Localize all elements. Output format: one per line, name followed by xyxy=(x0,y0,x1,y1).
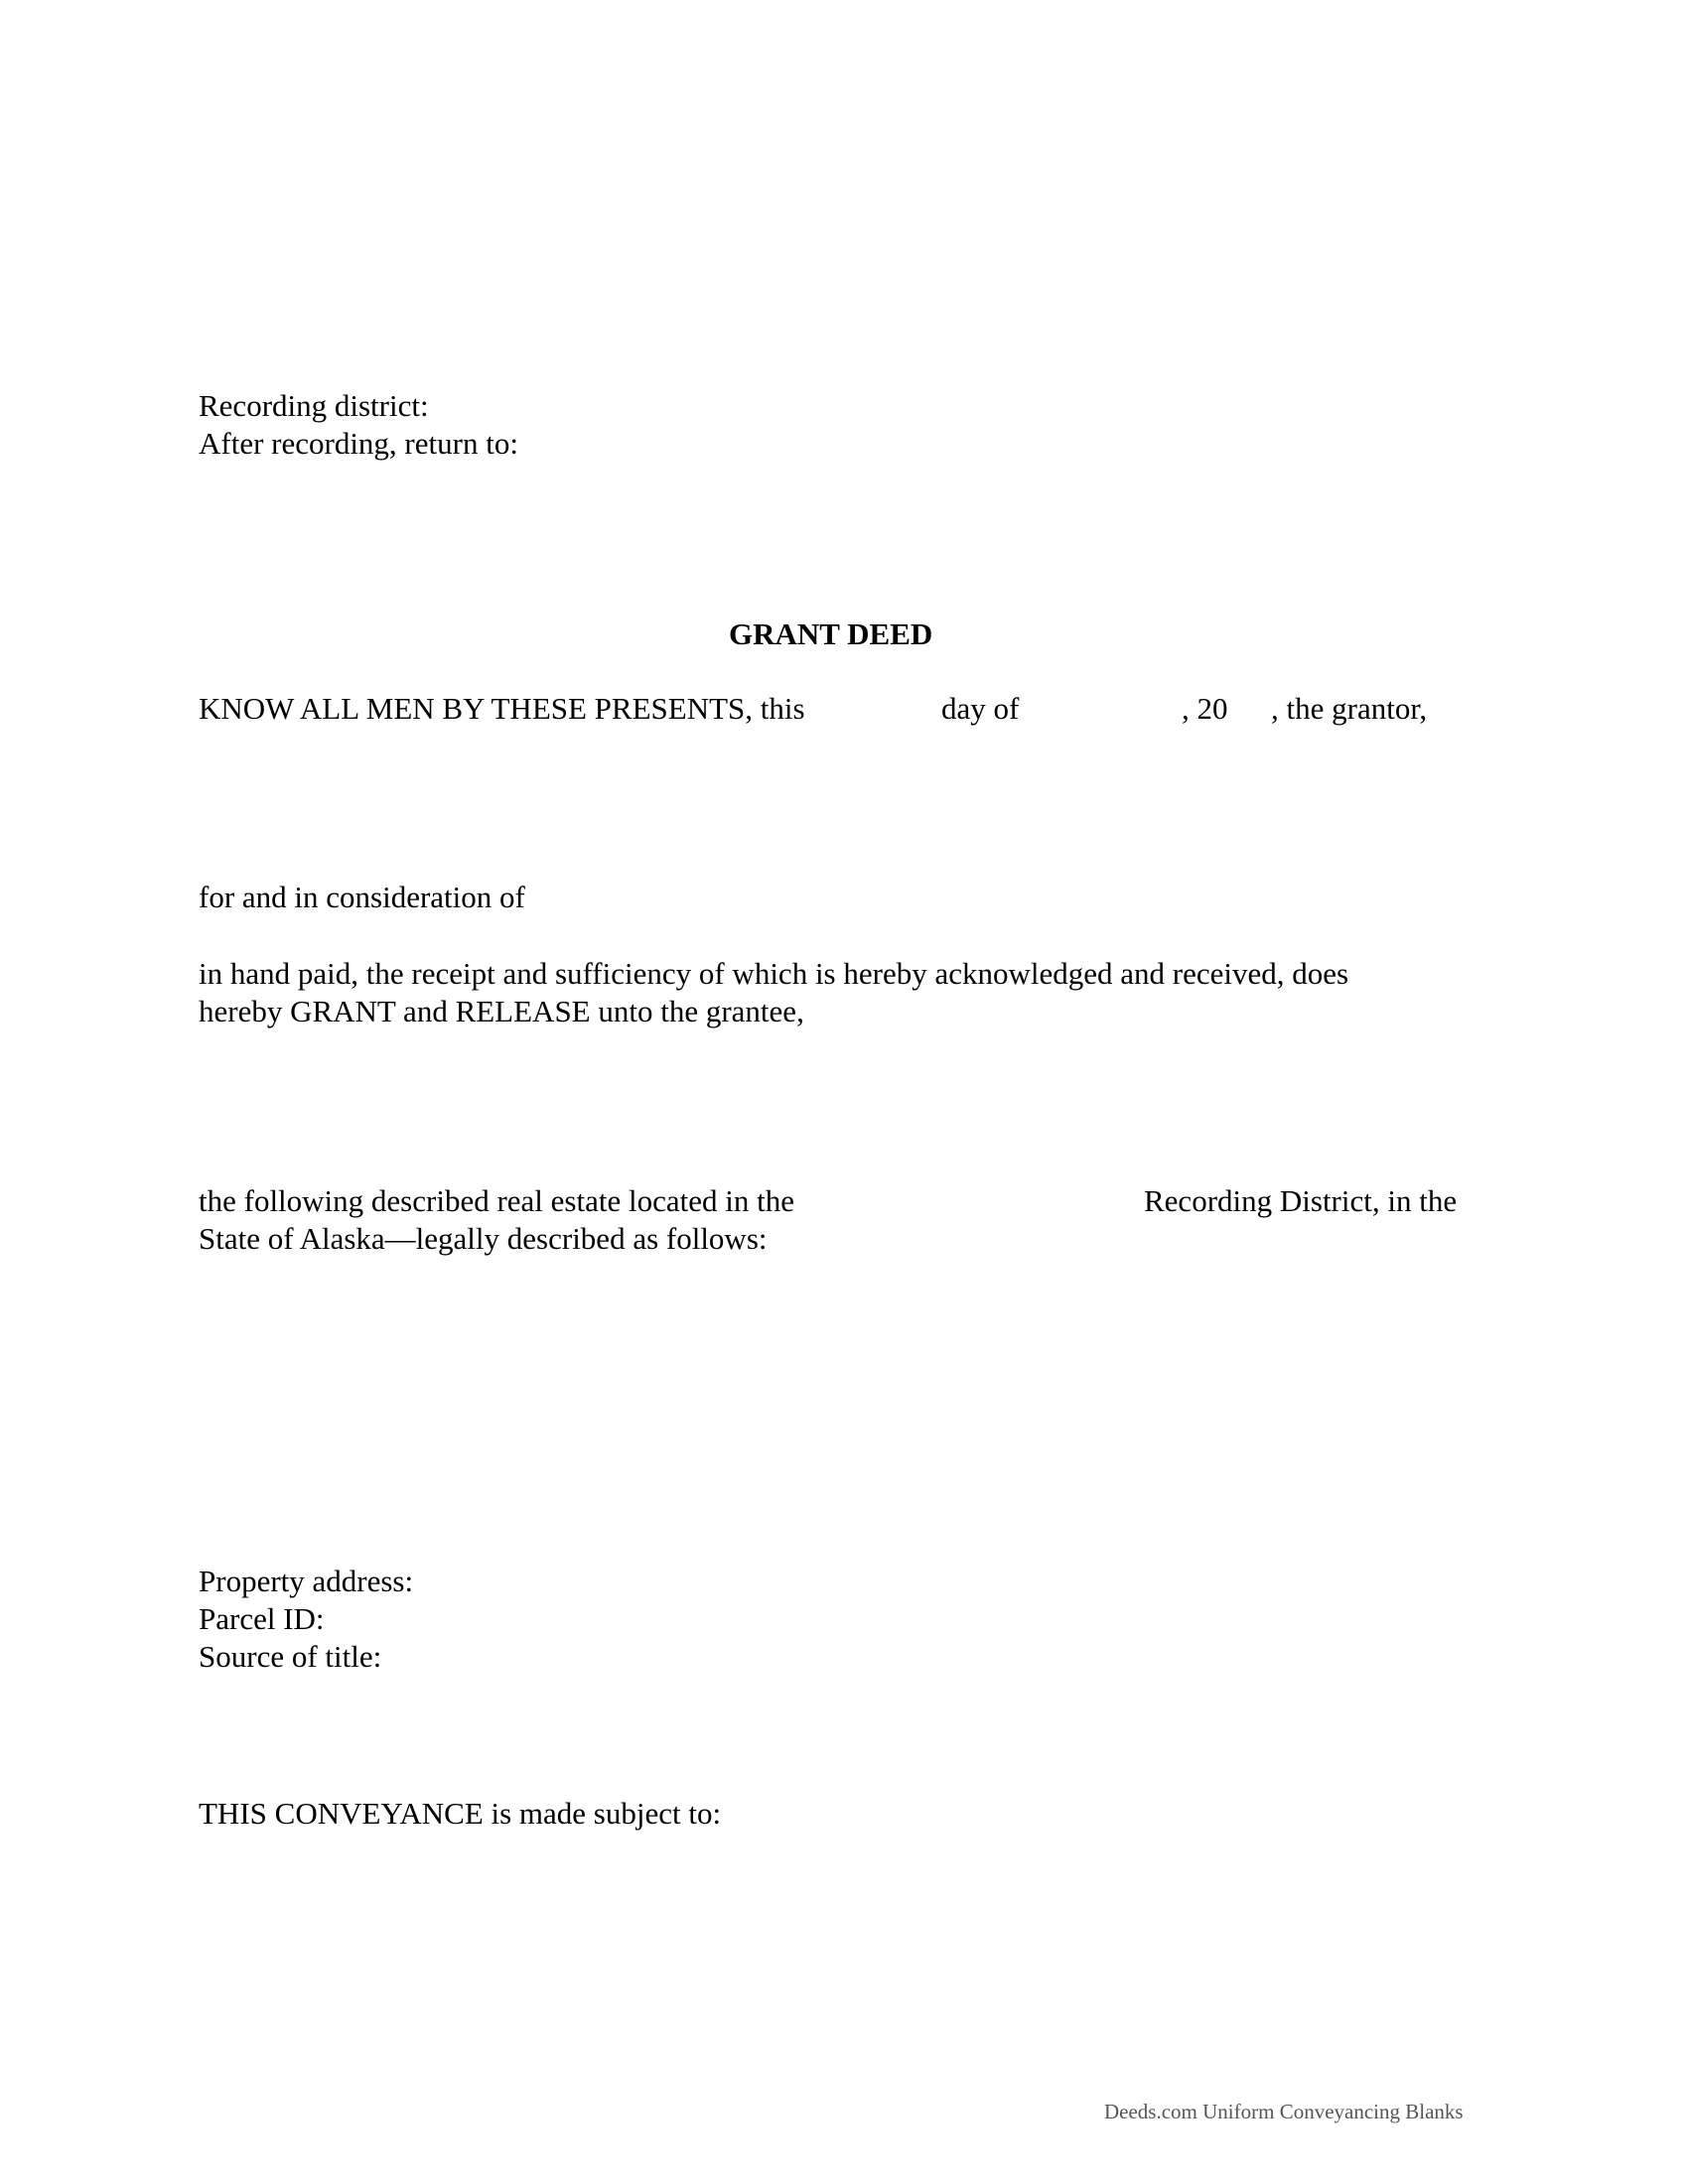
estate-line-1-end: Recording District, in the xyxy=(1144,1183,1458,1218)
property-address-label: Property address: xyxy=(199,1564,414,1598)
paid-line-2: hereby GRANT and RELEASE unto the grantee, xyxy=(199,994,804,1028)
intro-know-all: KNOW ALL MEN BY THESE PRESENTS, this xyxy=(199,691,805,726)
footer-text: Deeds.com Uniform Conveyancing Blanks xyxy=(1104,2100,1464,2123)
estate-line-2: State of Alaska—legally described as follows: xyxy=(199,1221,768,1256)
intro-the-grantor: , the grantor, xyxy=(1271,691,1428,726)
parcel-id-label: Parcel ID: xyxy=(199,1601,325,1636)
paid-line-1: in hand paid, the receipt and sufficiency of which is hereby acknowledged and received, does xyxy=(199,956,1349,991)
recording-district-label: Recording district: xyxy=(199,388,429,423)
intro-day-of: day of xyxy=(941,691,1020,726)
estate-line-1-start: the following described real estate located in the xyxy=(199,1183,794,1218)
intro-year-prefix: , 20 xyxy=(1182,691,1228,726)
return-to-label: After recording, return to: xyxy=(199,426,518,461)
consideration-line: for and in consideration of xyxy=(199,880,525,914)
source-of-title-label: Source of title: xyxy=(199,1639,382,1674)
conveyance-line: THIS CONVEYANCE is made subject to: xyxy=(199,1796,722,1831)
page-title: GRANT DEED xyxy=(729,616,933,651)
